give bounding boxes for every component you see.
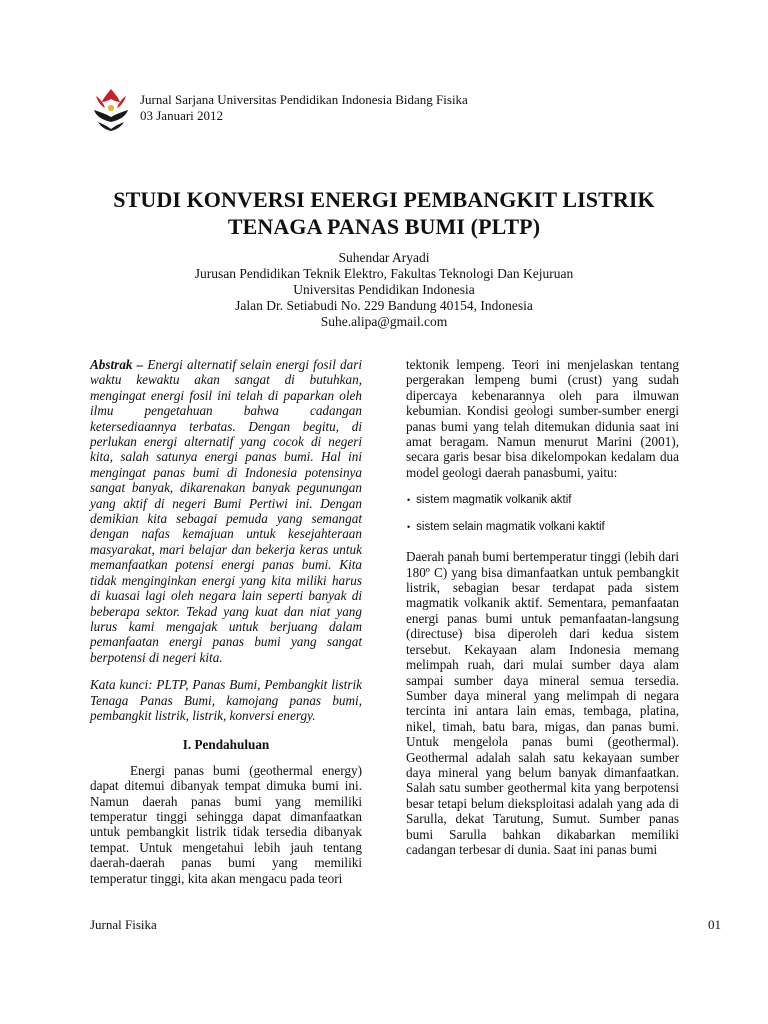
right-paragraph-2: Daerah panah bumi bertemperatur tinggi (lebih dari 180º C) yang bisa dimanfaatkan untuk pembangkit listrik, sebagian besar terdapat pada sistem magmatik volkanik aktif. Sementara, pemanfaatan energi panas bumi untuk pemanfaatan-langsung (directuse) bisa diperoleh dari kedua sistem tersebut. Kekayaan alam Indonesia memang melimpah ruah, dari mulai sumber daya alam sampai sumber daya mineral semua tersedia. Sumber daya mineral yang melimpah di negara tercinta ini antara lain emas, tembaga, platina, nikel, timah, batu bara, migas, dan panas bumi. Untuk mengelola panas bumi (geothermal). Geothermal adalah salah satu kekayaan sumber daya mineral yang belum banyak dimanfaatkan. Salah satu sumber geothermal kita yang berpotensi besar tetapi belum dieksploitasi adalah yang ada di Sarulla, dekat Tarutung, Sumut. Sumber panas bumi Sarulla bahkan dikabarkan memiliki cadangan terbesar di dunia. Saat ini panas bumi	[406, 549, 679, 857]
university-logo-icon	[92, 86, 130, 132]
list-item	[406, 520, 679, 534]
author-address: Jalan Dr. Setiabudi No. 229 Bandung 40154, Indonesia	[235, 298, 533, 313]
right-column	[406, 357, 679, 857]
journal-date: 03 Januari 2012	[140, 108, 224, 123]
author-department: Jurusan Pendidikan Teknik Elektro, Fakultas Teknologi Dan Kejuruan	[194, 266, 574, 281]
right-paragraph-1: tektonik lempeng. Teori ini menjelaskan tentang pergerakan lempeng bumi (crust) yang sudah dipercaya kebenarannya oleh para ilmuwan kebumian. Kondisi geologi sumber-sumber energi panas bumi yang telah ditemukan didunia saat ini amat beragam. Namun menurut Marini (2001), secara garis besar bisa dikelompokan kedalam dua model geologi daerah panasbumi, yaitu:	[406, 357, 679, 480]
paper-title-line-2: TENAGA PANAS BUMI (PLTP)	[227, 214, 541, 239]
list-item-text: sistem selain magmatik volkani kaktif	[416, 521, 605, 534]
bullet-icon: •	[407, 495, 411, 506]
keywords: Kata kunci: PLTP, Panas Bumi, Pembangkit listrik Tenaga Panas Bumi, kamojang panas bumi, pembangkit listrik, listrik, konversi energy.	[90, 677, 362, 723]
list-item	[406, 493, 679, 507]
paper-title-line-1: STUDI KONVERSI ENERGI PEMBANGKIT LISTRIK	[113, 187, 655, 212]
intro-paragraph: Energi panas bumi (geothermal energy) dapat ditemui dibanyak tempat dimuka bumi ini. Namun daerah panas bumi yang memiliki temperatur tinggi sehingga dapat dimanfaatkan untuk pembangkit listrik tidak tersedia dibanyak tempat. Untuk mengetahui lebih jauh tentang daerah-daerah panas bumi yang memiliki temperatur tinggi, kita akan mengacu pada teori	[90, 762, 362, 886]
page-number: 01	[708, 917, 721, 932]
author-email: Suhe.alipa@gmail.com	[320, 314, 448, 329]
abstract-text: Energi alternatif selain energi fosil dari waktu kewaktu akan sangat di butuhkan, mengingat energi fosil ini telah di paparkan oleh ilmu pengetahuan bahwa cadangan ketersediaannya terbatas. Dengan begitu, di perlukan energi alternatif yang cocok di negeri kita, salah satunya energi panas bumi. Hal ini mengingat panas bumi di Indonesia potensinya sangat banyak, dikarenakan banyak pegunungan yang aktif di negeri Bumi Pertiwi ini. Dengan demikian kita sebagai pemuda yang semangat dengan nafas kemajuan untuk kesejahteraan masyarakat, mari belajar dan bekerja keras untuk memanfaatkan potensi energi panas bumi. Kita tidak menginginkan energi yang kita miliki harus di kuasai lagi oleh negara lain seperti banyak di beberapa sektor. Tekad yang kuat dan niat yang lurus kami mengajak untuk berjuang dalam pemanfaatan energi panas bumi yang sangat berpotensi di negeri kita.	[90, 357, 363, 665]
bullet-icon: •	[407, 522, 411, 533]
journal-name: Jurnal Sarjana Universitas Pendidikan Indonesia Bidang Fisika	[140, 92, 468, 107]
abstract	[90, 357, 362, 665]
author-name: Suhendar Aryadi	[338, 250, 430, 265]
section-heading: I. Pendahuluan	[182, 737, 270, 753]
list-item-text: sistem magmatik volkanik aktif	[416, 494, 572, 507]
left-column	[90, 357, 362, 886]
abstract-label: Abstrak –	[90, 357, 144, 372]
footer-journal: Jurnal Fisika	[90, 917, 157, 932]
author-university: Universitas Pendidikan Indonesia	[293, 282, 475, 297]
